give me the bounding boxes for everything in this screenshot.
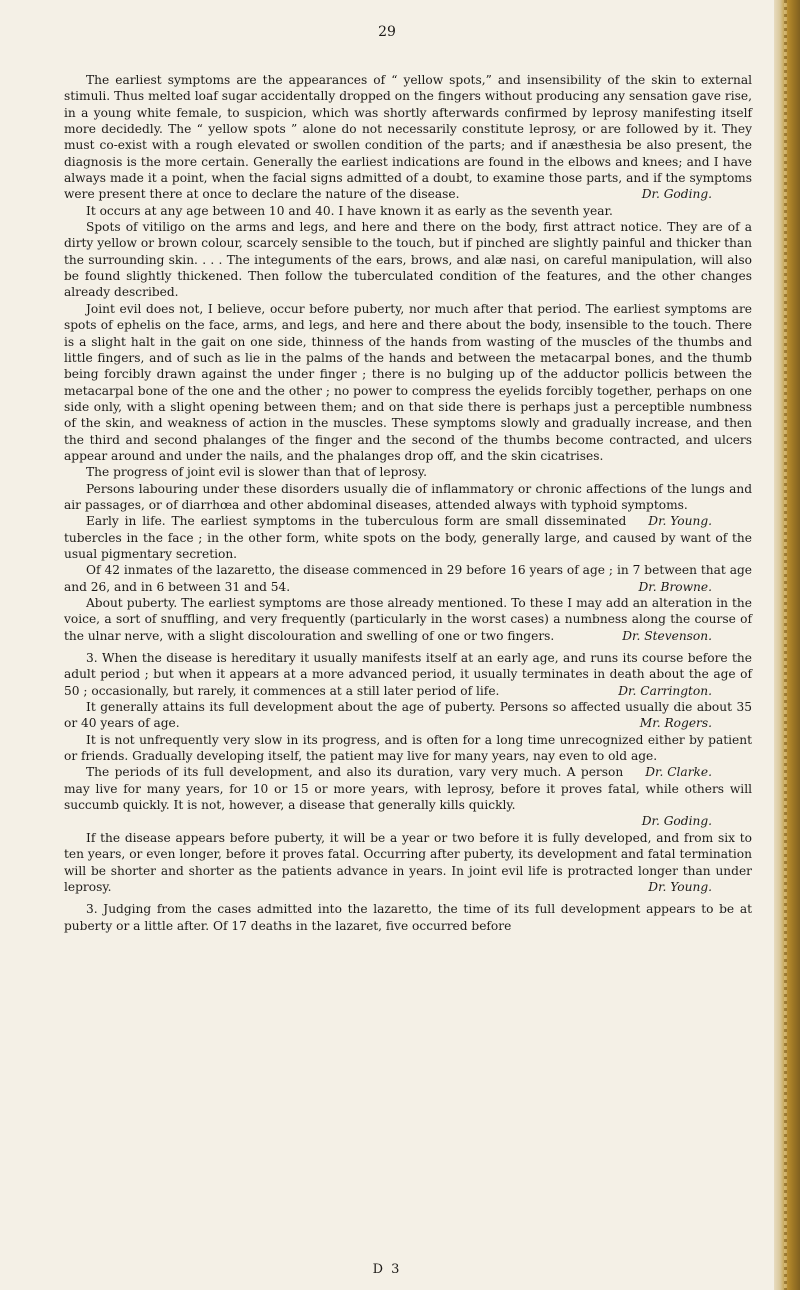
paragraph-13-text: The periods of its full development, and also its duration, vary very much. A person may live for many years, for 10 or 15 or more years, with leprosy, before it proves fatal, while others will succumb quickly. It is not, however, a disease that generally kills quickly.	[64, 765, 752, 813]
signature-mark: D 3	[372, 1262, 402, 1277]
attribution-stevenson: Dr. Stevenson.	[622, 628, 712, 643]
paragraph-1	[64, 72, 752, 203]
attribution-young-2: Dr. Young.	[648, 879, 712, 894]
paragraph-6	[64, 481, 752, 529]
paragraph-12-text: It is not unfrequently very slow in its progress, and is often for a long time unrecognized either by patient or friends. Gradually developing itself, the patient may live for many years, nay even to old age.	[64, 732, 752, 764]
paragraph-15: 3. Judging from the cases admitted into the lazaretto, the time of its full development appears to be at puberty or a little after. Of 17 deaths in the lazaret, five occurred before	[64, 902, 752, 933]
attribution-carrington: Dr. Carrington.	[618, 683, 712, 698]
paragraph-4: Joint evil does not, I believe, occur before puberty, nor much after that period. The earliest symptoms are spots of ephelis on the face, arms, and legs, and here and there about the body, insensible to the touch. There is a slight halt in the gait on one side, thinness of the hands from wasting of the muscles of the thumbs and little fingers, and of such as lie in the palms of the hands and between the metacarpal bones, and the thumb being forcibly drawn against the under finger ; there is no bulging up of the adductor pollicis between the metacarpal bone of the one and the other ; no power to compress the eyelids forcibly together, perhaps on one side only, with a slight opening between them; and on that side there is perhaps just a perceptible numbness of the skin, and weakness of action in the muscles. These symptoms slowly and gradually increase, and then the third and second phalanges of the finger and the second of the thumbs become contracted, and ulcers appear around and under the nails, and the phalanges drop off, and the skin cicatrises.	[64, 301, 752, 463]
paragraph-1-text: The earliest symptoms are the appearances of “ yellow spots,” and insensibility of the skin to external stimuli. Thus melted loaf sugar accidentally dropped on the fingers without producing any sensation gave rise, in a young white female, to suspicion, which was shortly afterwards confirmed by leprosy manifesting itself more decidedly. The “ yellow spots ” alone do not necessarily constitute leprosy, or are followed by it. They must co-exist with a rough elevated or swollen condition of the parts; and if anæsthesia be also present, the diagnosis is the more certain. Generally the earliest indications are found in the elbows and knees; and I have always made it a point, when the facial signs admitted of a doubt, to examine those parts, and if the symptoms were present there at once to declare the nature of the disease.	[64, 73, 752, 202]
paragraph-5: The progress of joint evil is slower than that of leprosy.	[86, 465, 427, 480]
paragraph-12	[64, 732, 752, 780]
paragraph-8-text: Of 42 inmates of the lazaretto, the disease commenced in 29 before 16 years of age ; in 7 between that age and 26, and in 6 between 31 and 54.	[64, 563, 752, 594]
attribution-goding-2: Dr. Goding.	[641, 814, 712, 829]
page-number: 29	[378, 24, 396, 40]
paragraph-10	[64, 650, 752, 699]
paragraph-9	[64, 595, 752, 644]
paragraph-11	[64, 699, 752, 732]
attribution-goding-1: Dr. Goding.	[641, 187, 712, 202]
paragraph-2: It occurs at any age between 10 and 40. I have known it as early as the seventh year.	[86, 203, 613, 218]
paragraph-3: Spots of vitiligo on the arms and legs, and here and there on the body, first attract notice. They are of a dirty yellow or brown colour, scarcely sensible to the touch, but if pinched are slightly painful and thicker than the surrounding skin. . . . The integuments of the ears, brows, and alæ nasi, on careful manipulation, will also be found slightly thickened. Then follow the tuberculated condition of the features, and the other changes already described.	[64, 220, 752, 300]
attribution-clarke: Dr. Clarke.	[645, 765, 712, 780]
paragraph-7: Early in life. The earliest symptoms in the tuberculous form are small disseminated tubercles in the face ; in the other form, white spots on the body, generally large, and caused by want of the usual pigmentary secretion.	[64, 514, 752, 561]
paragraph-11-text: It generally attains its full development about the age of puberty. Persons so affected usually die about 35 or 40 years of age.	[64, 700, 752, 731]
paragraph-14-text: If the disease appears before puberty, it will be a year or two before it is fully developed, and from six to ten years, or even longer, before it proves fatal. Occurring after puberty, its development and fatal termination will be shorter and shorter as the patients advance in years. In joint evil life is protracted longer than under leprosy.	[64, 830, 752, 894]
body-text	[64, 72, 752, 934]
paragraph-10-text: 3. When the disease is hereditary it usually manifests itself at an early age, and runs its course before the adult period ; but when it appears at a more advanced period, it usually terminates in death about the age of 50 ; occasionally, but rarely, it commences at a still later period of life.	[64, 651, 752, 698]
attribution-young-1: Dr. Young.	[648, 514, 712, 529]
binding-edge	[774, 0, 800, 1290]
paragraph-6-text: Persons labouring under these disorders usually die of inflammatory or chronic affections of the lungs and air passages, or of diarrhœa and other abdominal diseases, attended always with typhoid symptoms.	[64, 481, 752, 512]
attribution-rogers: Mr. Rogers.	[639, 716, 712, 731]
attribution-browne: Dr. Browne.	[638, 579, 712, 594]
paragraph-9-text: About puberty. The earliest symptoms are those already mentioned. To these I may add an alteration in the voice, a sort of snuffling, and very frequently (particularly in the worst cases) a numbness along the course of the ulnar nerve, with a slight discolouration and swelling of one or two fingers.	[64, 596, 752, 643]
paragraph-8	[64, 562, 752, 595]
paragraph-14	[64, 830, 752, 895]
